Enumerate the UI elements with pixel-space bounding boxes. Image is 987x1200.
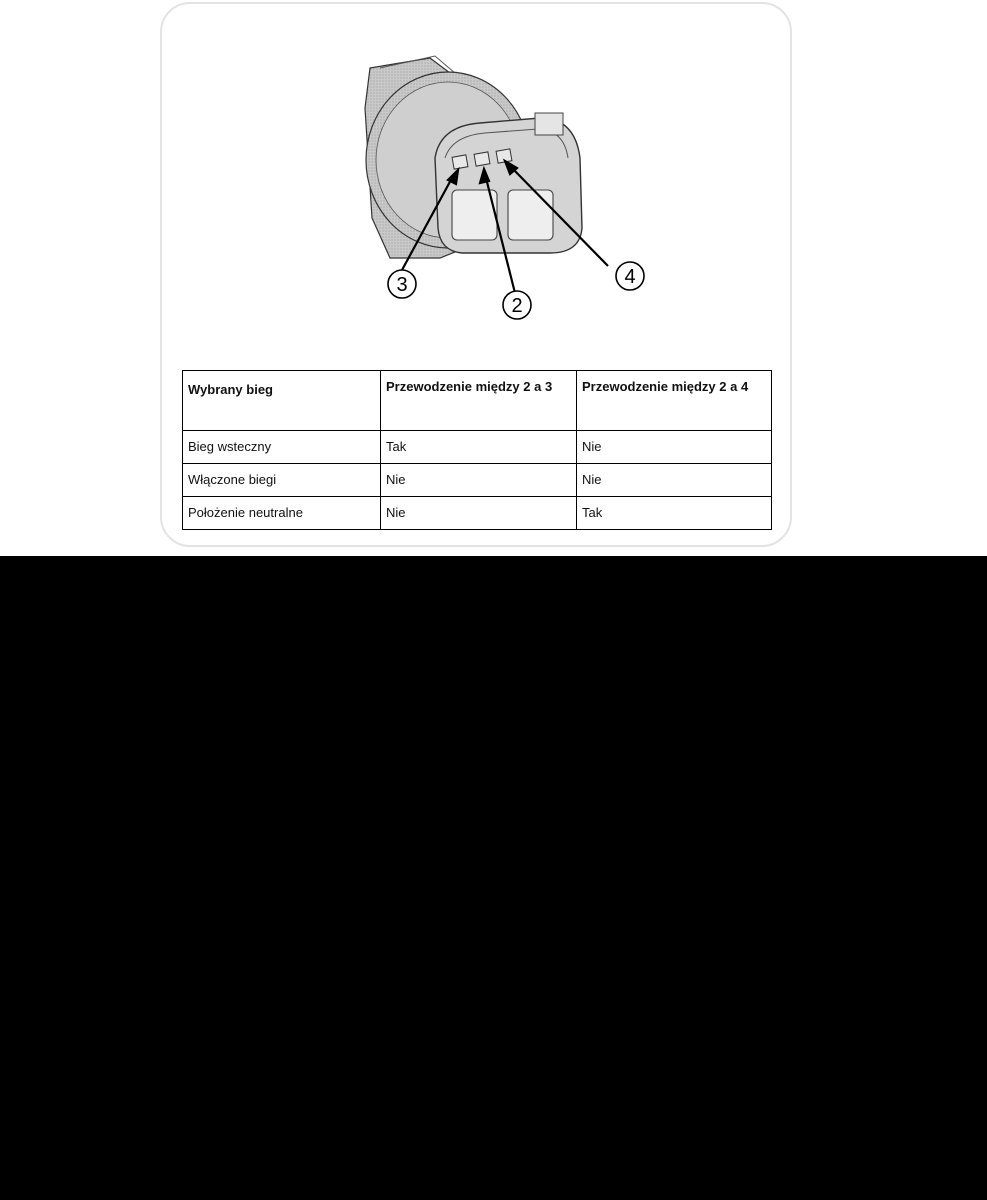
svg-text:4: 4: [624, 266, 636, 288]
header-selected-gear: Wybrany bieg: [183, 371, 381, 431]
header-conduction-2-3: Przewodzenie między 2 a 3: [381, 371, 577, 431]
table-row: [183, 464, 772, 497]
cell-gear: Włączone biegi: [183, 464, 381, 497]
conduction-table: [182, 370, 772, 530]
cell-gear: Położenie neutralne: [183, 497, 381, 530]
callout-3: [388, 270, 416, 298]
cell-2-4: Nie: [577, 464, 772, 497]
cell-2-3: Nie: [381, 497, 577, 530]
cell-2-4: Tak: [577, 497, 772, 530]
black-background: [0, 556, 987, 1200]
callout-4: [616, 262, 644, 290]
cell-gear: Bieg wsteczny: [183, 431, 381, 464]
cell-2-3: Tak: [381, 431, 577, 464]
cell-2-4: Nie: [577, 431, 772, 464]
svg-text:2: 2: [511, 295, 523, 317]
connector-diagram: [190, 8, 636, 348]
table-row: [183, 431, 772, 464]
header-conduction-2-4: Przewodzenie między 2 a 4: [577, 371, 772, 431]
callout-2: [503, 291, 531, 319]
table-row: [183, 497, 772, 530]
table-header-row: [183, 371, 772, 431]
svg-text:3: 3: [396, 274, 408, 296]
cell-2-3: Nie: [381, 464, 577, 497]
